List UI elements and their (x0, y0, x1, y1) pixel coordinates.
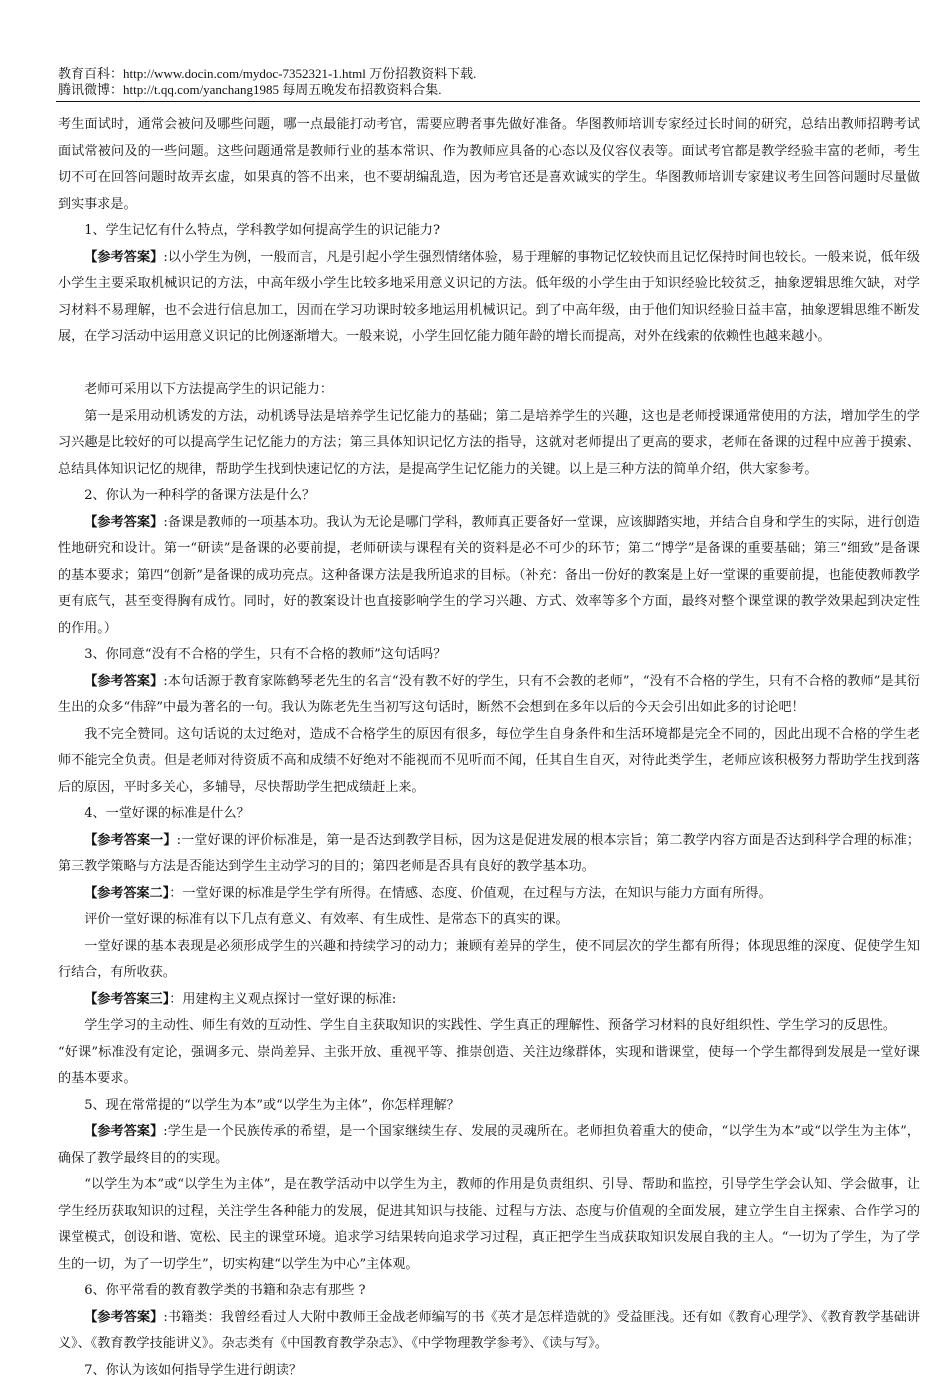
question-7: 7、你认为该如何指导学生进行朗读？ (58, 1358, 920, 1384)
answer-3-text: :本句话源于教育家陈鹤琴老先生的名言“没有教不好的学生，只有不会教的老师”，“没有不合格的学生，只有不合格的教师”是其衍生出的众多“伟辞”中最为著名的一句。我认为陈老先生当初写这句话时，断然不会想到在多年以后的今天会引出如此多的讨论吧！ (58, 674, 920, 716)
answer-3-opinion: 我不完全赞同。这句话说的太过绝对，造成不合格学生的原因有很多，每位学生自身条件和生活环境都是完全不同的，因此出现不合格的学生老师不能完全负责。但是老师对待资质不高和成绩不好绝对不能视而不见听而不闻，任其自生自灭，对待此类学生，老师应该积极努力帮助学生找到落后的原因，平时多关心，多辅导，尽快帮助学生把成绩赶上来。 (58, 722, 920, 802)
answer-1 (58, 245, 920, 351)
answer-1-tag: 【参考答案】 (84, 250, 163, 265)
answer-1-methods: 第一是采用动机诱发的方法，动机诱导法是培养学生记忆能力的基础；第二是培养学生的兴趣，这也是老师授课通常使用的方法，增加学生的学习兴趣是比较好的可以提高学生记忆能力的方法；第三具体知识记忆方法的指导，这就对老师提出了更高的要求，老师在备课的过程中应善于摸索、总结具体知识记忆的规律，帮助学生找到快速记忆的方法，是提高学生记忆能力的关键。以上是三种方法的简单介绍，供大家参考。 (58, 404, 920, 484)
answer-4-three (58, 987, 920, 1014)
question-6: 6、你平常看的教育教学类的书籍和杂志有那些 ? (58, 1278, 920, 1305)
answer-4-three-c: “好课”标准没有定论，强调多元、崇尚差异、主张开放、重视平等、推崇创造、关注边缘群体，实现和谐课堂，使每一个学生都得到发展是一堂好课的基本要求。 (58, 1040, 920, 1093)
answer-4-one (58, 828, 920, 881)
question-1: 1、学生记忆有什么特点，学科教学如何提高学生的识记能力? (58, 218, 920, 245)
answer-6-tag: 【参考答案】 (84, 1310, 163, 1325)
answer-4-three-tag: 【参考答案三】 (84, 992, 169, 1007)
answer-4-two-tag: 【参考答案二】 (84, 886, 169, 901)
answer-3-tag: 【参考答案】 (84, 674, 163, 689)
question-4: 4、一堂好课的标准是什么？ (58, 801, 920, 828)
answer-5-tag: 【参考答案】 (84, 1124, 163, 1139)
question-5: 5、现在常常提的“以学生为本”或“以学生为主体”，你怎样理解？ (58, 1093, 920, 1120)
answer-2 (58, 510, 920, 643)
answer-1-text: :以小学生为例，一般而言，凡是引起小学生强烈情绪体验，易于理解的事物记忆较快而且记忆保持时间也较长。一般来说，低年级小学生主要采取机械识记的方法，中高年级小学生比较多地采用意义识记的方法。低年级的小学生由于知识经验比较贫乏，抽象逻辑思维欠缺，对学习材料不易理解，也不会进行信息加工，因而在学习功课时较多地运用机械识记。到了中高年级，由于他们知识经验日益丰富，抽象逻辑思维不断发展，在学习活动中运用意义识记的比例逐渐增大。一般来说，小学生回忆能力随年龄的增长而提高，对外在线索的依赖性也越来越小。 (58, 250, 920, 345)
header-divider (56, 101, 920, 102)
answer-4-two-c: 一堂好课的基本表现是必须形成学生的兴趣和持续学习的动力；兼顾有差异的学生，使不同层次的学生都有所得；体现思维的深度、促使学生知行结合，有所收获。 (58, 934, 920, 987)
header-line-docin: 教育百科：http://www.docin.com/mydoc-7352321-1.html 万份招教资料下载. (58, 66, 920, 82)
answer-5-detail: “以学生为本”或“以学生为主体”，是在教学活动中以学生为主，教师的作用是负责组织、引导、帮助和监控，引导学生学会认知、学会做事，让学生经历获取知识的过程，关注学生各种能力的发展，促进其知识与技能、过程与方法、态度与价值观的全面发展，建立学生自主探索、合作学习的课堂模式，创设和谐、宽松、民主的课堂环境。追求学习结果转向追求学习过程，真正把学生当成获取知识发展自我的主人。“一切为了学生，为了学生的一切，为了一切学生”，切实构建“以学生为中心”主体观。 (58, 1172, 920, 1278)
intro-paragraph: 考生面试时，通常会被问及哪些问题，哪一点最能打动考官，需要应聘者事先做好准备。华图教师培训专家经过长时间的研究，总结出教师招聘考试面试常被问及的一些问题。这些问题通常是教师行业的基本常识、作为教师应具备的心态以及仪容仪表等。面试考官都是教学经验丰富的老师，考生切不可在回答问题时故弄玄虚，如果真的答不出来，也不要胡编乱造，因为考官还是喜欢诚实的学生。华图教师培训专家建议考生回答问题时尽量做到实事求是。 (58, 112, 920, 218)
question-3: 3、你同意“没有不合格的学生，只有不合格的教师”这句话吗？ (58, 642, 920, 669)
blank-line (58, 351, 920, 378)
page-header (58, 66, 920, 98)
answer-5 (58, 1119, 920, 1172)
answer-6-text: :书籍类：我曾经看过人大附中教师王金战老师编写的书《英才是怎样造就的》受益匪浅。还有如《教育心理学》、《教育教学基础讲义》、《教育教学技能讲义》。杂志类有《中国教育教学杂志》、《中学物理教学参考》、《读与写》。 (58, 1310, 920, 1352)
answer-4-two-b: 评价一堂好课的标准有以下几点有意义、有效率、有生成性、是常态下的真实的课。 (58, 907, 920, 934)
answer-4-one-tag: 【参考答案一】 (84, 833, 176, 848)
answer-1-methods-title: 老师可采用以下方法提高学生的识记能力： (58, 377, 920, 404)
answer-4-two-text: ：一堂好课的标准是学生学有所得。在情感、态度、价值观，在过程与方法，在知识与能力方面有所得。 (169, 886, 771, 901)
answer-4-three-text: ：用建构主义观点探讨一堂好课的标准: (169, 992, 396, 1007)
answer-4-two (58, 881, 920, 908)
answer-4-three-b: 学生学习的主动性、师生有效的互动性、学生自主获取知识的实践性、学生真正的理解性、预备学习材料的良好组织性、学生学习的反思性。 (58, 1013, 920, 1040)
answer-6 (58, 1305, 920, 1358)
answer-5-text: :学生是一个民族传承的希望，是一个国家继续生存、发展的灵魂所在。老师担负着重大的使命，“以学生为本”或“以学生为主体”，确保了教学最终目的的实现。 (58, 1124, 920, 1166)
document-body (58, 112, 920, 1384)
answer-4-one-text: :一堂好课的评价标准是，第一是否达到教学目标，因为这是促进发展的根本宗旨；第二教学内容方面是否达到科学合理的标准；第三教学策略与方法是否能达到学生主动学习的目的；第四老师是否具有良好的教学基本功。 (58, 833, 920, 875)
question-2: 2、你认为一种科学的备课方法是什么？ (58, 483, 920, 510)
header-line-weibo: 腾讯微博：http://t.qq.com/yanchang1985 每周五晚发布招教资料合集. (58, 82, 920, 98)
answer-2-tag: 【参考答案】 (84, 515, 163, 530)
answer-2-text: :备课是教师的一项基本功。我认为无论是哪门学科，教师真正要备好一堂课，应该脚踏实地，并结合自身和学生的实际，进行创造性地研究和设计。第一“研读”是备课的必要前提，老师研读与课程有关的资料是必不可少的环节；第二“博学”是备课的重要基础；第三“细致”是备课的基本要求；第四“创新”是备课的成功亮点。这种备课方法是我所追求的目标。（补充：备出一份好的教案是上好一堂课的重要前提，也能使教师教学更有底气，甚至变得胸有成竹。同时，好的教案设计也直接影响学生的学习兴趣、方式、效率等多个方面，最终对整个课堂课的教学效果起到决定性的作用。） (58, 515, 920, 636)
answer-3 (58, 669, 920, 722)
